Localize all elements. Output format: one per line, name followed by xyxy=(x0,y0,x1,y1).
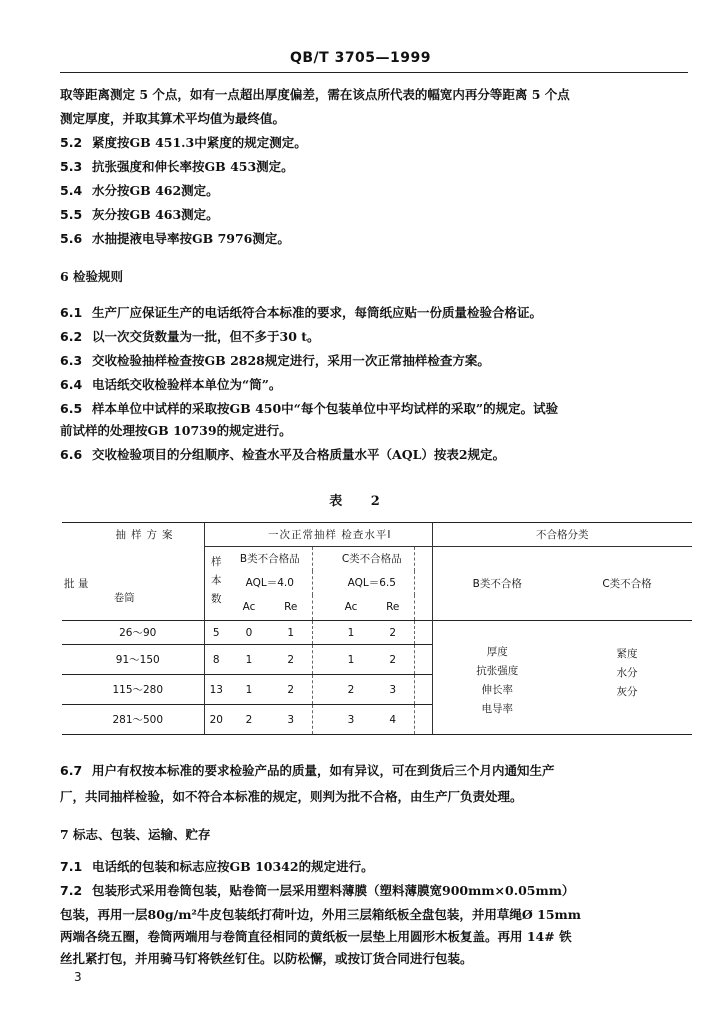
clause-number: 5.4 xyxy=(60,183,83,198)
clause-number: 6.4 xyxy=(60,377,83,392)
clause-text: 水抽提液电导率按GB 7976测定。 xyxy=(92,231,290,246)
header-b-ac: Ac xyxy=(242,601,256,614)
divider xyxy=(312,621,330,645)
clause-5-6 xyxy=(60,230,700,248)
c-ac: 3 xyxy=(330,705,372,735)
c-item: 紧度 xyxy=(616,648,638,660)
clause-number: 7.2 xyxy=(60,883,83,898)
header-b-re: Re xyxy=(284,601,298,614)
clause-number: 6.2 xyxy=(60,329,83,344)
header-c-re: Re xyxy=(386,601,400,614)
header-b-defect: B类不合格 xyxy=(432,547,562,621)
clause-number: 5.5 xyxy=(60,207,83,222)
clause-6-2 xyxy=(60,328,700,346)
divider xyxy=(414,645,432,675)
header-b-aql: AQL＝4.0 xyxy=(245,577,294,589)
clause-7-1 xyxy=(60,858,700,876)
b-item: 电导率 xyxy=(481,702,513,715)
sampling-table xyxy=(62,522,692,735)
header-c-ac: Ac xyxy=(344,601,358,614)
clause-text: 前试样的处理按GB 10739的规定进行。 xyxy=(60,423,292,438)
header-rolls: 卷筒 xyxy=(113,591,135,604)
clause-text: 两端各绕五圈，卷筒两端用与卷筒直径相同的黄纸板一层垫上用圆形木板复盖。再用 14# 铁 xyxy=(60,929,572,944)
clause-text: 厂，共同抽样检验，如不符合本标准的规定，则判为批不合格，由生产厂负责处理。 xyxy=(60,789,523,804)
clause-text: 抗张强度和伸长率按GB 453测定。 xyxy=(92,159,294,174)
b-ac: 1 xyxy=(228,645,270,675)
divider xyxy=(312,645,330,675)
table-title: 表 2 xyxy=(329,494,392,509)
clause-6-5 xyxy=(60,400,700,418)
c-ac: 1 xyxy=(330,645,372,675)
clause-6-3 xyxy=(60,352,700,370)
batch-range: 91～150 xyxy=(62,645,204,675)
c-re: 4 xyxy=(372,705,414,735)
c-re: 3 xyxy=(372,675,414,705)
sample-size: 5 xyxy=(204,621,228,645)
b-re: 2 xyxy=(270,675,312,705)
clause-text: 电话纸的包装和标志应按GB 10342的规定进行。 xyxy=(92,859,374,874)
sample-size: 20 xyxy=(204,705,228,735)
clause-text: 用户有权按本标准的要求检验产品的质量，如有异议，可在到货后三个月内通知生产 xyxy=(92,763,555,778)
header-rule xyxy=(60,72,688,73)
header-b-group: B类不合格品 xyxy=(239,553,300,566)
divider xyxy=(414,675,432,705)
divider xyxy=(312,705,330,735)
header-sample-size: 样本数 xyxy=(204,547,228,621)
clause-5-4 xyxy=(60,182,700,200)
header-c-defect: C类不合格 xyxy=(602,578,652,590)
clause-text: 水分按GB 462测定。 xyxy=(92,183,219,198)
clause-6-7 xyxy=(60,762,700,780)
c-re: 2 xyxy=(372,645,414,675)
clause-5-5 xyxy=(60,206,700,224)
clause-number: 5.3 xyxy=(60,159,83,174)
intro-line-1: 取等距离测定 5 个点，如有一点超出厚度偏差，需在该点所代表的幅宽内再分等距离 5 个点 xyxy=(60,87,570,102)
clause-7-2-cont-3 xyxy=(60,950,700,968)
sample-size: 13 xyxy=(204,675,228,705)
clause-number: 6.3 xyxy=(60,353,83,368)
divider xyxy=(414,705,432,735)
section-6-title: 6 检验规则 xyxy=(60,269,124,284)
header-scheme: 抽样方案 xyxy=(62,523,204,547)
section-7-title: 7 标志、包装、运输、贮存 xyxy=(60,827,211,842)
header-single-sampling: 一次正常抽样 检查水平I xyxy=(228,523,432,547)
header-spacer xyxy=(204,523,228,547)
clause-text: 交收检验抽样检查按GB 2828规定进行，采用一次正常抽样检查方案。 xyxy=(92,353,490,368)
table-row xyxy=(62,621,692,645)
clause-text: 交收检验项目的分组顺序、检查水平及合格质量水平（AQL）按表2规定。 xyxy=(92,447,506,462)
divider xyxy=(312,595,330,621)
intro-line-2: 测定厚度，并取其算术平均值为最终值。 xyxy=(60,111,286,126)
header-batch: 批 量 xyxy=(64,577,89,590)
batch-range: 115～280 xyxy=(62,675,204,705)
clause-text: 样本单位中试样的采取按GB 450中“每个包装单位中平均试样的采取”的规定。试验 xyxy=(92,401,559,416)
divider xyxy=(414,547,432,571)
clause-7-2-cont-2 xyxy=(60,928,700,946)
clause-number: 6.1 xyxy=(60,305,83,320)
b-ac: 2 xyxy=(228,705,270,735)
header-c-aql: AQL＝6.5 xyxy=(347,577,396,589)
b-defect-items xyxy=(432,621,562,735)
sample-size: 8 xyxy=(204,645,228,675)
divider xyxy=(312,675,330,705)
clause-6-7-cont xyxy=(60,788,700,806)
clause-text: 生产厂应保证生产的电话纸符合本标准的要求，每筒纸应贴一份质量检验合格证。 xyxy=(92,305,543,320)
divider xyxy=(312,571,330,595)
clause-text: 紧度按GB 451.3中紧度的规定测定。 xyxy=(92,135,307,150)
clause-text: 包装形式采用卷筒包装，贴卷筒一层采用塑料薄膜（塑料薄膜宽900mm×0.05mm） xyxy=(92,883,575,898)
c-defect-items xyxy=(562,621,692,735)
clause-number: 6.7 xyxy=(60,763,83,778)
clause-text: 电话纸交收检验样本单位为“筒”。 xyxy=(92,377,282,392)
standard-header: QB/T 3705—1999 xyxy=(289,50,432,66)
divider xyxy=(414,595,432,621)
b-ac: 0 xyxy=(228,621,270,645)
clause-5-3 xyxy=(60,158,700,176)
clause-number: 5.6 xyxy=(60,231,83,246)
b-re: 1 xyxy=(270,621,312,645)
clause-text: 丝扎紧打包，并用骑马钉将铁丝钉住。以防松懈，或按订货合同进行包装。 xyxy=(60,951,473,966)
clause-7-2 xyxy=(60,882,700,900)
page-number: 3 xyxy=(74,970,82,984)
c-ac: 2 xyxy=(330,675,372,705)
clause-6-1 xyxy=(60,304,700,322)
c-item: 水分 xyxy=(616,667,638,679)
batch-range: 281～500 xyxy=(62,705,204,735)
c-re: 2 xyxy=(372,621,414,645)
clause-6-5-cont xyxy=(60,422,700,440)
clause-number: 6.5 xyxy=(60,401,83,416)
clause-number: 6.6 xyxy=(60,447,83,462)
clause-6-4 xyxy=(60,376,700,394)
clause-text: 灰分按GB 463测定。 xyxy=(92,207,219,222)
clause-text: 以一次交货数量为一批，但不多于30 t。 xyxy=(92,329,320,344)
c-item: 灰分 xyxy=(616,686,638,698)
divider xyxy=(414,621,432,645)
clause-7-2-cont-1 xyxy=(60,906,700,924)
header-batch-cell xyxy=(62,547,204,621)
b-item: 抗张强度 xyxy=(476,664,519,677)
b-re: 3 xyxy=(270,705,312,735)
c-ac: 1 xyxy=(330,621,372,645)
clause-6-6 xyxy=(60,446,700,464)
header-c-group: C类不合格品 xyxy=(341,553,402,566)
clause-number: 5.2 xyxy=(60,135,83,150)
b-item: 厚度 xyxy=(486,645,508,658)
clause-text: 包装，再用一层80g/m²牛皮包装纸打荷叶边，外用三层箱纸板全盘包装，并用草绳Ø 15mm xyxy=(60,907,581,922)
b-ac: 1 xyxy=(228,675,270,705)
divider xyxy=(414,571,432,595)
clause-5-2 xyxy=(60,134,700,152)
b-item: 伸长率 xyxy=(481,683,513,696)
header-defect-class: 不合格分类 xyxy=(432,523,692,547)
b-re: 2 xyxy=(270,645,312,675)
clause-number: 7.1 xyxy=(60,859,83,874)
divider xyxy=(312,547,330,571)
batch-range: 26～90 xyxy=(62,621,204,645)
